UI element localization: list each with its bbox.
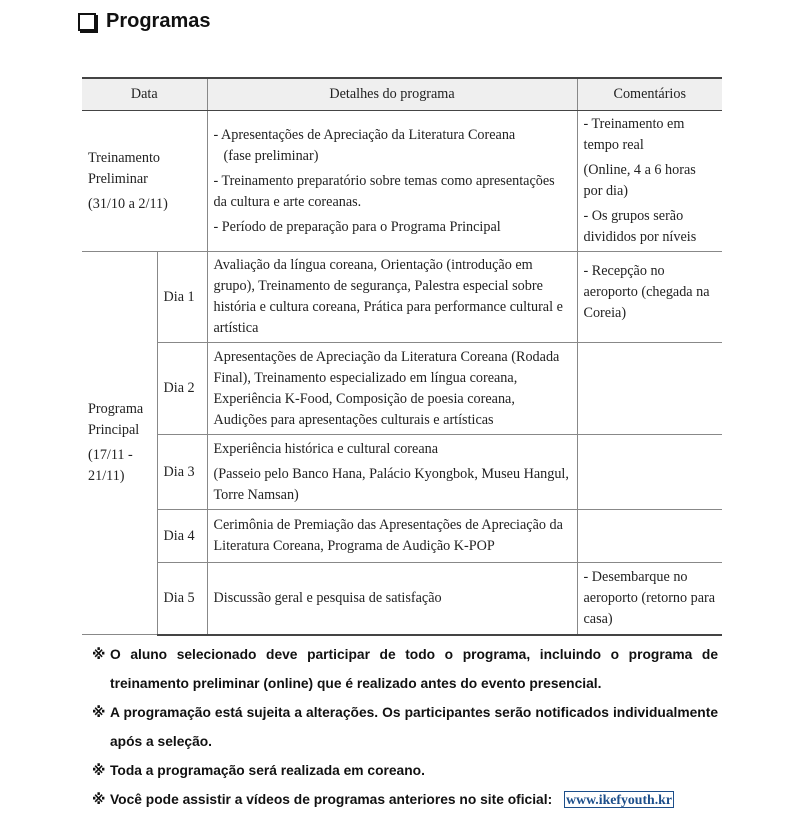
day-details: Apresentações de Apreciação da Literatura Coreana (Rodada Final), Treinamento especializado em língua coreana, Experiência K-Food, Composição de poesia coreana, Audições para apresentações culturais e artísticas xyxy=(207,343,577,435)
header-comments: Comentários xyxy=(577,78,722,111)
main-program-date-cell: Programa Principal (17/11 - 21/11) xyxy=(82,252,157,635)
day-comments: - Recepção no aeroporto (chegada na Coreia) xyxy=(577,252,722,343)
day-label: Dia 5 xyxy=(157,563,207,635)
table-header-row xyxy=(82,78,722,111)
note-item: ※ A programação está sujeita a alterações. Os participantes serão notificados individualmente após a seleção. xyxy=(92,698,718,756)
table-row-day-5 xyxy=(82,563,722,635)
day-details: Cerimônia de Premiação das Apresentações de Apreciação da Literatura Coreana, Programa de Audição K-POP xyxy=(207,510,577,563)
header-details: Detalhes do programa xyxy=(207,78,577,111)
table-row-day-3 xyxy=(82,435,722,510)
official-site-link[interactable]: www.ikefyouth.kr xyxy=(566,792,672,807)
reference-mark-icon: ※ xyxy=(92,763,106,778)
table-row-day-1 xyxy=(82,252,722,343)
header-date: Data xyxy=(82,78,207,111)
checkbox-icon xyxy=(78,13,96,31)
reference-mark-icon: ※ xyxy=(92,705,106,720)
day-comments: - Desembarque no aeroporto (retorno para casa) xyxy=(577,563,722,635)
table-row-preliminary xyxy=(82,111,722,252)
note-item: ※ Toda a programação será realizada em coreano. xyxy=(92,756,718,785)
section-title: Programas xyxy=(106,10,211,32)
preliminary-date-cell: Treinamento Preliminar (31/10 a 2/11) xyxy=(82,111,207,252)
reference-mark-icon: ※ xyxy=(92,647,106,662)
note-item: ※ O aluno selecionado deve participar de todo o programa, incluindo o programa de treinamento preliminar (online) que é realizado antes do evento presencial. xyxy=(92,640,718,698)
table-row-day-2 xyxy=(82,343,722,435)
day-comments xyxy=(577,343,722,435)
day-label: Dia 2 xyxy=(157,343,207,435)
reference-mark-icon: ※ xyxy=(92,792,106,807)
notes-section xyxy=(92,640,718,814)
table-row-day-4 xyxy=(82,510,722,563)
day-label: Dia 1 xyxy=(157,252,207,343)
day-details: Avaliação da língua coreana, Orientação (introdução em grupo), Treinamento de segurança, Palestra especial sobre história e cultura coreana, Prática para performance cultural e artística xyxy=(207,252,577,343)
preliminary-comments-cell: - Treinamento em tempo real (Online, 4 a 6 horas por dia) - Os grupos serão divididos por níveis xyxy=(577,111,722,252)
day-label: Dia 4 xyxy=(157,510,207,563)
preliminary-details-cell: - Apresentações de Apreciação da Literatura Coreana (fase preliminar) - Treinamento preparatório sobre temas como apresentações da cultura e arte coreanas. - Período de preparação para o Programa Principal xyxy=(207,111,577,252)
day-details: Experiência histórica e cultural coreana (Passeio pelo Banco Hana, Palácio Kyongbok, Museu Hangul, Torre Namsan) xyxy=(207,435,577,510)
day-details: Discussão geral e pesquisa de satisfação xyxy=(207,563,577,635)
section-heading xyxy=(78,10,211,33)
day-comments xyxy=(577,510,722,563)
program-table xyxy=(82,77,722,636)
note-item: ※ Você pode assistir a vídeos de programas anteriores no site oficial: www.ikefyouth.kr xyxy=(92,785,718,814)
day-label: Dia 3 xyxy=(157,435,207,510)
day-comments xyxy=(577,435,722,510)
